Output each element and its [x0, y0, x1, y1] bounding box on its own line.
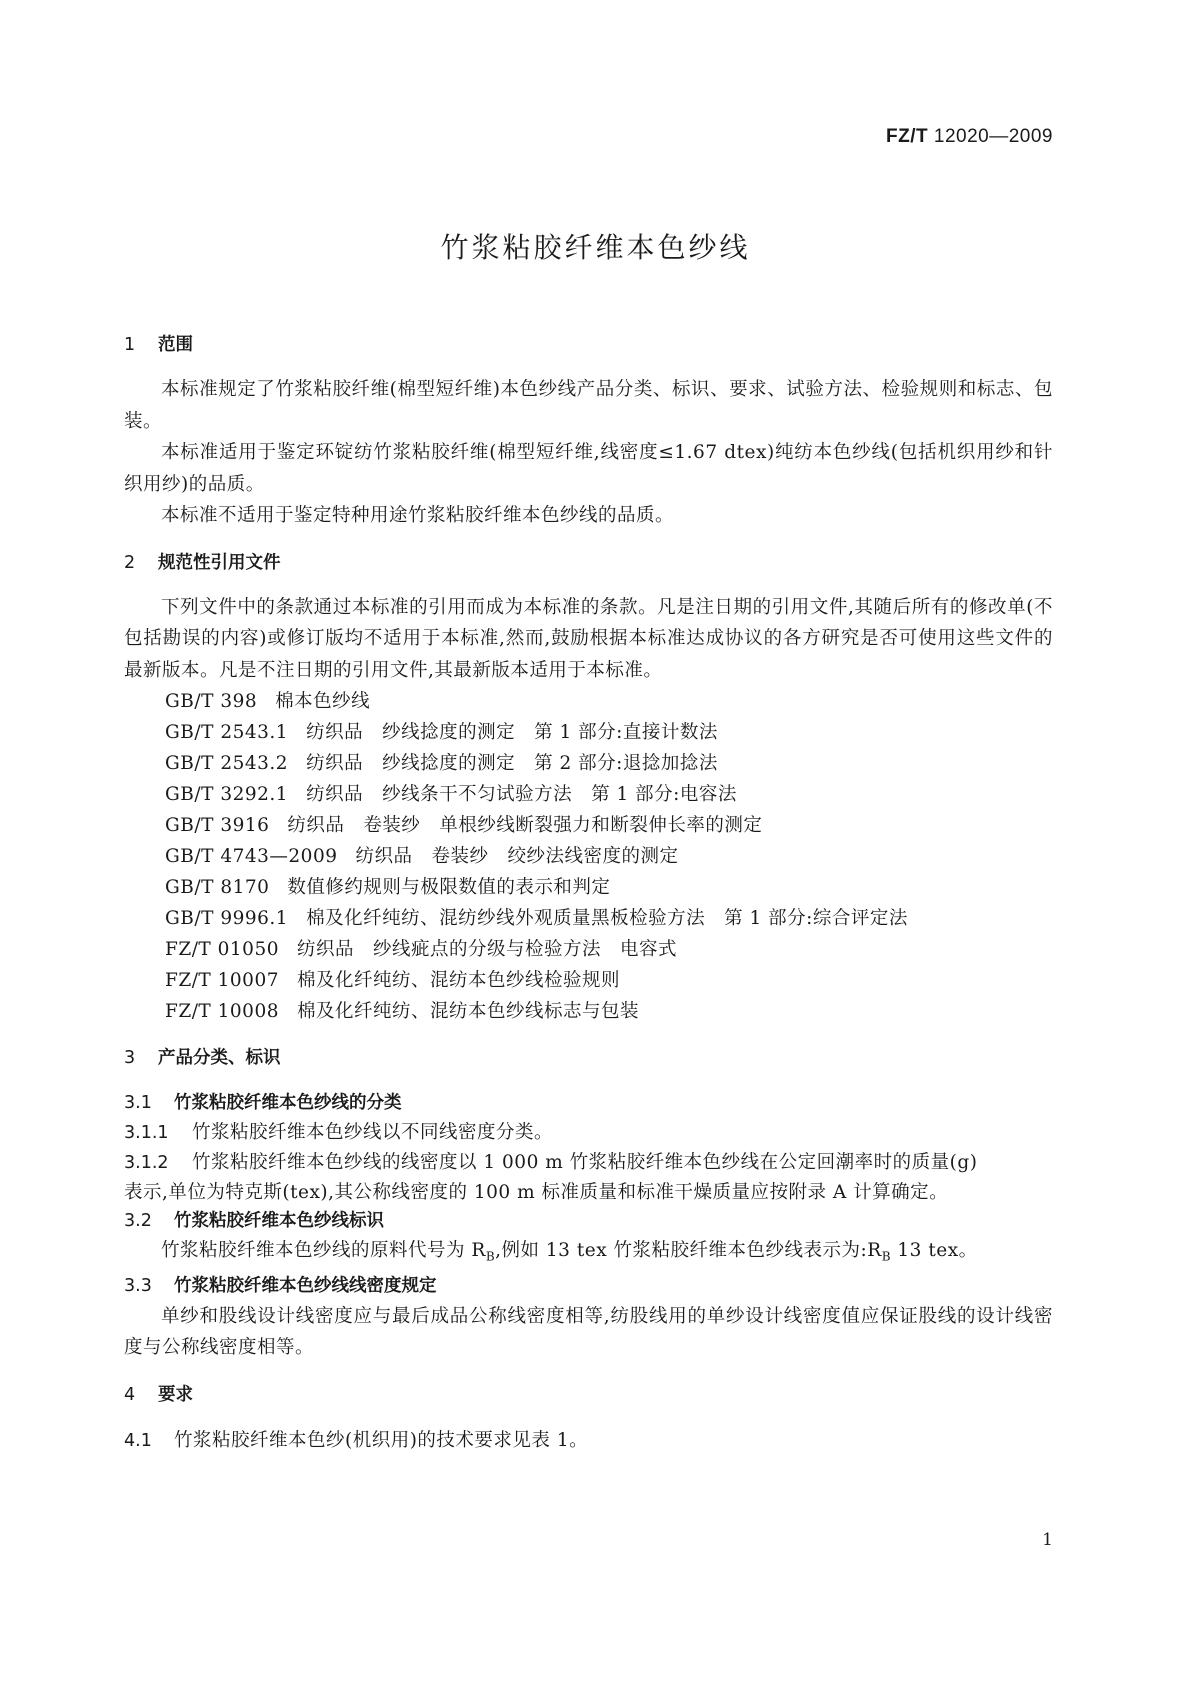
subscript: B [881, 1249, 892, 1264]
clause-3-2-heading [124, 1207, 1053, 1236]
clause-text: 竹浆粘胶纤维本色纱(机织用)的技术要求见表 1。 [174, 1429, 589, 1451]
standard-code-number: 12020—2009 [933, 126, 1053, 147]
document-title: 竹浆粘胶纤维本色纱线 [440, 231, 751, 264]
standard-code [886, 126, 1053, 148]
clause-title: 竹浆粘胶纤维本色纱线的分类 [174, 1093, 402, 1113]
section-2-intro: 下列文件中的条款通过本标准的引用而成为本标准的条款。凡是注日期的引用文件,其随后所有的修改单(不包括勘误的内容)或修订版均不适用于本标准,然而,鼓励根据本标准达成协议的各方研究是否可使用这些文件的最新版本。凡是不注日期的引用文件,其最新版本适用于本标准。 [124, 596, 1053, 681]
reference-code: FZ/T 10008 [165, 1001, 279, 1022]
clause-title: 竹浆粘胶纤维本色纱线标识 [174, 1211, 384, 1231]
clause-4-1 [124, 1426, 1053, 1456]
section-3-heading [124, 1043, 1053, 1073]
clause-3-3-text: 单纱和股线设计线密度应与最后成品公称线密度相等,纺股线用的单纱设计线密度值应保证股线的设计线密度与公称线密度相等。 [124, 1305, 1053, 1359]
reference-title: 棉及化纤纯纺、混纺本色纱线检验规则 [297, 970, 621, 991]
section-title: 产品分类、标识 [158, 1048, 281, 1068]
section-1-paragraph-1: 本标准规定了竹浆粘胶纤维(棉型短纤维)本色纱线产品分类、标识、要求、试验方法、检验规则和标志、包装。 [124, 379, 1053, 432]
standard-code-prefix: FZ/T [886, 126, 929, 147]
clause-3-3-heading [124, 1272, 1053, 1301]
reference-title: 纺织品 卷装纱 绞纱法线密度的测定 [355, 846, 679, 867]
section-title: 要求 [158, 1384, 193, 1405]
text-segment: 竹浆粘胶纤维本色纱线的原料代号为 R [161, 1240, 486, 1261]
document-body [124, 330, 1053, 1456]
section-title: 规范性引用文件 [158, 552, 281, 573]
section-number: 3 [124, 1048, 136, 1068]
subscript: B [485, 1249, 496, 1264]
reference-code: GB/T 398 [165, 691, 258, 712]
reference-item [124, 934, 1053, 965]
clause-number: 3.2 [124, 1211, 152, 1231]
reference-item [124, 903, 1053, 934]
reference-item [124, 965, 1053, 996]
clause-number: 3.1.2 [124, 1153, 169, 1173]
section-4-heading [124, 1380, 1053, 1410]
reference-code: GB/T 3916 [165, 815, 270, 836]
clause-number: 3.3 [124, 1275, 152, 1296]
reference-code: GB/T 9996.1 [165, 908, 289, 929]
reference-title: 纺织品 纱线捻度的测定 第 1 部分:直接计数法 [306, 722, 718, 743]
reference-title: 棉及化纤纯纺、混纺本色纱线标志与包装 [297, 1001, 640, 1022]
reference-code: GB/T 2543.1 [165, 722, 289, 743]
reference-item [124, 872, 1053, 903]
reference-item [124, 686, 1053, 717]
reference-item [124, 996, 1053, 1027]
section-number: 4 [124, 1384, 136, 1405]
reference-item [124, 810, 1053, 841]
reference-code: GB/T 4743—2009 [165, 846, 338, 867]
reference-title: 数值修约规则与极限数值的表示和判定 [287, 877, 611, 898]
reference-item [124, 841, 1053, 872]
reference-title: 纺织品 纱线捻度的测定 第 2 部分:退捻加捻法 [306, 753, 718, 774]
section-title: 范围 [158, 335, 193, 355]
section-1-paragraph-3: 本标准不适用于鉴定特种用途竹浆粘胶纤维本色纱线的品质。 [161, 505, 675, 526]
reference-code: FZ/T 10007 [165, 970, 279, 991]
clause-3-1-2-continuation: 表示,单位为特克斯(tex),其公称线密度的 100 m 标准质量和标准干燥质量应按附录 A 计算确定。 [124, 1182, 949, 1203]
section-number: 1 [124, 335, 136, 355]
clause-3-1-1 [124, 1118, 1053, 1148]
text-segment: 13 tex。 [891, 1240, 978, 1261]
reference-title: 棉及化纤纯纺、混纺纱线外观质量黑板检验方法 第 1 部分:综合评定法 [306, 908, 908, 929]
clause-number: 4.1 [124, 1430, 152, 1451]
reference-code: FZ/T 01050 [165, 939, 279, 960]
clause-text: 竹浆粘胶纤维本色纱线以不同线密度分类。 [192, 1122, 554, 1143]
clause-3-1-heading [124, 1089, 1053, 1118]
clause-3-1-2 [124, 1148, 1053, 1178]
text-segment: ,例如 13 tex 竹浆粘胶纤维本色纱线表示为:R [495, 1240, 882, 1261]
section-1-heading [124, 330, 1053, 360]
reference-title: 纺织品 纱线条干不匀试验方法 第 1 部分:电容法 [306, 784, 737, 805]
clause-title: 竹浆粘胶纤维本色纱线线密度规定 [174, 1275, 437, 1296]
reference-item [124, 779, 1053, 810]
reference-code: GB/T 3292.1 [165, 784, 289, 805]
clause-number: 3.1 [124, 1093, 152, 1113]
clause-text-line-1: 竹浆粘胶纤维本色纱线的线密度以 1 000 m 竹浆粘胶纤维本色纱线在公定回潮率时的质量(g) [192, 1152, 978, 1173]
reference-code: GB/T 8170 [165, 877, 270, 898]
reference-title: 纺织品 纱线疵点的分级与检验方法 电容式 [297, 939, 678, 960]
reference-title: 棉本色纱线 [275, 691, 371, 712]
reference-code: GB/T 2543.2 [165, 753, 289, 774]
section-number: 2 [124, 552, 136, 573]
section-1-paragraph-2: 本标准适用于鉴定环锭纺竹浆粘胶纤维(棉型短纤维,线密度≤1.67 dtex)纯纺本色纱线(包括机织用纱和针织用纱)的品质。 [124, 442, 1053, 495]
section-2-heading [124, 548, 1053, 578]
normative-reference-list [124, 686, 1053, 1027]
clause-number: 3.1.1 [124, 1123, 169, 1143]
reference-title: 纺织品 卷装纱 单根纱线断裂强力和断裂伸长率的测定 [287, 815, 763, 836]
page-number: 1 [1042, 1530, 1053, 1550]
clause-3-2-text [124, 1236, 1053, 1272]
reference-item [124, 717, 1053, 748]
reference-item [124, 748, 1053, 779]
